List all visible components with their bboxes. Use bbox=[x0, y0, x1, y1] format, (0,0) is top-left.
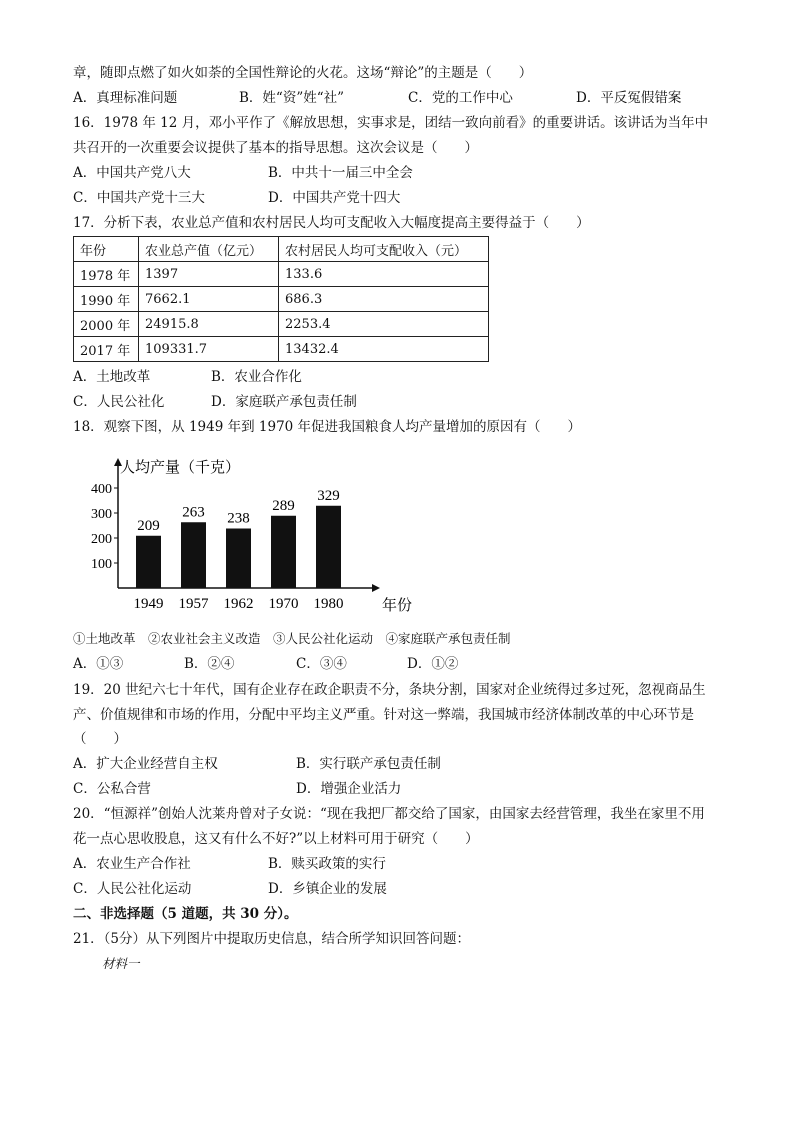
table-cell: 133.6 bbox=[279, 262, 489, 287]
table-row bbox=[74, 337, 489, 362]
table-cell: 2017 年 bbox=[74, 337, 139, 362]
y-tick-label: 300 bbox=[91, 507, 112, 522]
chart-bar bbox=[226, 529, 251, 589]
chart-bar bbox=[136, 536, 161, 588]
chart-bar bbox=[181, 522, 206, 588]
table-cell: 24915.8 bbox=[139, 312, 279, 337]
section-heading: 二、非选择题（5 道题，共 30 分）。 bbox=[73, 906, 298, 922]
table-cell: 2000 年 bbox=[74, 312, 139, 337]
table-cell: 1397 bbox=[139, 262, 279, 287]
q16-option-d: D．中国共产党十四大 bbox=[268, 190, 401, 206]
q21-material-label: 材料一 bbox=[102, 956, 140, 971]
q20-option-c: C．人民公社化运动 bbox=[73, 881, 192, 897]
q16-option-b: B．中共十一届三中全会 bbox=[268, 165, 413, 181]
bar-value-label: 238 bbox=[227, 510, 250, 527]
q17-option-d: D．家庭联产承包责任制 bbox=[211, 394, 357, 410]
table-row bbox=[74, 262, 489, 287]
q18-stem: 18．观察下图，从 1949 年到 1970 年促进我国粮食人均产量增加的原因有（ ） bbox=[73, 419, 582, 435]
y-axis-title: 人均产量（千克） bbox=[120, 460, 241, 476]
x-tick-label: 1957 bbox=[178, 596, 209, 612]
table-row bbox=[74, 287, 489, 312]
q20-option-d: D．乡镇企业的发展 bbox=[268, 881, 387, 897]
y-tick-label: 100 bbox=[91, 557, 112, 572]
chart-bar bbox=[316, 506, 341, 588]
q19-stem-line1: 19．20 世纪六七十年代，国有企业存在政企职责不分，条块分割，国家对企业统得过多过死，忽视商品生 bbox=[73, 682, 706, 698]
x-tick-label: 1949 bbox=[133, 596, 164, 612]
q16-stem-line2: 共召开的一次重要会议提供了基本的指导思想。这次会议是（ ） bbox=[73, 140, 478, 156]
q19-option-c: C．公私合营 bbox=[73, 781, 151, 797]
bar-value-label: 329 bbox=[317, 487, 340, 504]
q20-option-a: A．农业生产合作社 bbox=[73, 856, 191, 872]
table-header-cell: 农业总产值（亿元） bbox=[139, 237, 279, 262]
q18-option-c: C．③④ bbox=[296, 656, 347, 672]
x-axis-arrow bbox=[372, 584, 380, 592]
table-cell: 686.3 bbox=[279, 287, 489, 312]
table-cell: 13432.4 bbox=[279, 337, 489, 362]
q16-option-a: A．中国共产党八大 bbox=[73, 165, 191, 181]
x-tick-label: 1962 bbox=[223, 596, 254, 612]
x-tick-label: 1980 bbox=[313, 596, 344, 612]
q15-stem-tail: 章，随即点燃了如火如荼的全国性辩论的火花。这场“辩论”的主题是（ ） bbox=[73, 65, 533, 81]
q18-option-a: A．①③ bbox=[73, 656, 124, 672]
q18-option-b: B．②④ bbox=[184, 656, 235, 672]
q15-option-c: C．党的工作中心 bbox=[408, 90, 513, 106]
q20-stem-line2: 花一点心思收股息，这又有什么不好?”以上材料可用于研究（ ） bbox=[73, 831, 479, 847]
q16-option-c: C．中国共产党十三大 bbox=[73, 190, 205, 206]
chart-bar bbox=[271, 516, 296, 588]
bar-value-label: 263 bbox=[182, 504, 205, 521]
q20-stem-line1: 20．“恒源祥”创始人沈莱舟曾对子女说：“现在我把厂都交给了国家，由国家去经营管理，我坐在家里不用 bbox=[73, 806, 705, 822]
y-tick-label: 200 bbox=[91, 532, 112, 547]
bar-value-label: 289 bbox=[272, 497, 295, 514]
q20-option-b: B．赎买政策的实行 bbox=[268, 856, 386, 872]
table-header-row bbox=[74, 237, 489, 262]
q19-option-b: B．实行联产承包责任制 bbox=[296, 756, 441, 772]
table-cell: 1990 年 bbox=[74, 287, 139, 312]
q17-data-table bbox=[73, 236, 489, 362]
bar-value-label: 209 bbox=[137, 517, 160, 534]
y-tick-label: 400 bbox=[91, 482, 112, 497]
q16-stem-line1: 16．1978 年 12 月，邓小平作了《解放思想，实事求是，团结一致向前看》的重要讲话。该讲话为当年中 bbox=[73, 115, 709, 131]
table-cell: 7662.1 bbox=[139, 287, 279, 312]
q15-option-d: D．平反冤假错案 bbox=[576, 90, 682, 106]
table-header-cell: 农村居民人均可支配收入（元） bbox=[279, 237, 489, 262]
q15-option-a: A．真理标准问题 bbox=[73, 90, 178, 106]
q15-option-b: B．姓“资”姓“社” bbox=[239, 90, 345, 106]
table-header-cell: 年份 bbox=[74, 237, 139, 262]
table-row bbox=[74, 312, 489, 337]
q17-stem: 17．分析下表，农业总产值和农村居民人均可支配收入大幅度提高主要得益于（ ） bbox=[73, 215, 590, 231]
q19-stem-line3: （ ） bbox=[73, 731, 127, 747]
table-cell: 2253.4 bbox=[279, 312, 489, 337]
q17-option-b: B．农业合作化 bbox=[211, 369, 302, 385]
x-tick-label: 1970 bbox=[268, 596, 299, 612]
q17-option-a: A．土地改革 bbox=[73, 369, 151, 385]
q19-option-d: D．增强企业活力 bbox=[296, 781, 402, 797]
q21-stem: 21．（5分）从下列图片中提取历史信息，结合所学知识回答问题： bbox=[73, 931, 471, 947]
q19-stem-line2: 产、价值规律和市场的作用，分配中平均主义严重。针对这一弊端，我国城市经济体制改革的中心环节是 bbox=[73, 707, 694, 723]
table-cell: 1978 年 bbox=[74, 262, 139, 287]
table-cell: 109331.7 bbox=[139, 337, 279, 362]
grain-per-capita-bar-chart bbox=[78, 450, 413, 620]
q19-option-a: A．扩大企业经营自主权 bbox=[73, 756, 218, 772]
q18-option-d: D．①② bbox=[407, 656, 459, 672]
x-axis-title: 年份 bbox=[382, 598, 413, 614]
q17-option-c: C．人民公社化 bbox=[73, 394, 165, 410]
q18-statements: ①土地改革 ②农业社会主义改造 ③人民公社化运动 ④家庭联产承包责任制 bbox=[73, 631, 511, 646]
